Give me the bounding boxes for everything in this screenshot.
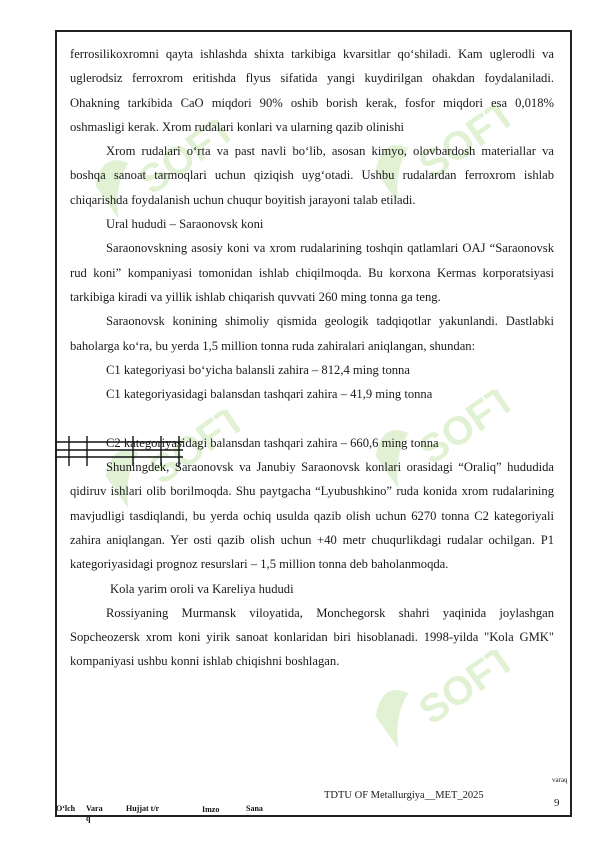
- paragraph: ferrosilikoxromni qayta ishlashda shixta tarkibiga kvarsitlar qo‘shiladi. Kam uglerodli va uglerodsiz ferroxrom eritishda flyus sifatida yangi kuydirilgan ohakdan foydalaniladi. Ohakning tarkibida CaO miqdori 90% oshib borish kerak, fosfor miqdori esa 0,018% oshmasligi kerak. Xrom rudalari konlari va ularning qazib olinishi: [70, 47, 554, 134]
- paragraph: Shuningdek, Saraonovsk va Janubiy Saraonovsk konlari orasidagi “Oraliq” hududida qidiruv ishlari olib borilmoqda. Shu paytgacha “Lyubushkino” ruda konida xrom rudalarining mavjudligi tasdiqlandi, bu yerda ochiq usulda qazib olish uchun 6270 tonna C2 kategoriyali zahira aniqlangan. Yer osti qazib olish uchun +40 metr chuqurlikdagi rudalar ochilgan. P1 kategoriyasidagi prognoz resurslari – 1,5 million tonna deb baholanmoqda.: [70, 460, 554, 572]
- watermark-text: SOFT: [411, 390, 510, 474]
- footer-col-olch: O‘lch: [56, 804, 76, 813]
- footer-col-hujjat: Hujjat t/r: [126, 804, 160, 813]
- watermark-text: SOFT: [141, 410, 240, 494]
- document-body: [70, 42, 554, 674]
- list-item: C2 kategoriyasidagi balansdan tashqari zahira – 660,6 ming tonna: [106, 435, 439, 450]
- paragraph: Xrom rudalari o‘rta va past navli bo‘lib, asosan kimyo, olovbardosh materiallar va boshqa sanoat tarmoqlari uchun qiziqish uyg‘otadi. Ushbu rudalardan ferroxrom ishlab chiqarishda foydalanish uchun chuqur boyitish jarayoni talab etiladi.: [70, 144, 554, 207]
- paragraph: Saraonovskning asosiy koni va xrom rudalarining toshqin qatlamlari OAJ “Saraonovsk rud koni” kompaniyasi tomonidan ishlab chiqilmoqda. Bu korxona Kermas korporatsiyasi tarkibiga kiradi va yillik ishlab chiqarish quvvati 260 ming tonna ga teng.: [70, 241, 554, 304]
- paragraph: Saraonovsk konining shimoliy qismida geologik tadqiqotlar yakunlandi. Dastlabki baholarga ko‘ra, bu yerda 1,5 million tonna ruda zahiralari aniqlangan, shundan:: [70, 314, 554, 353]
- watermark-text: SOFT: [131, 120, 230, 204]
- list-item: C1 kategoriyasidagi balansdan tashqari zahira – 41,9 ming tonna: [106, 387, 433, 402]
- paragraph: Rossiyaning Murmansk viloyatida, Monchegorsk shahri yaqinida joylashgan Sopcheozersk xrom koni yirik sanoat konlaridan biri hisoblanadi. 1998-yilda "Kola GMK" kompaniyasi ushbu konni ishlab chiqishni boshlagan.: [70, 605, 554, 669]
- footer-col-sana: Sana: [246, 804, 263, 813]
- document-code: TDTU OF Metallurgiya__MET_2025: [324, 790, 484, 801]
- blank-line: [70, 406, 554, 430]
- section-heading: Ural hududi – Saraonovsk koni: [106, 217, 264, 232]
- watermark-text: SOFT: [411, 650, 510, 734]
- list-item: C1 kategoriyasi bo‘yicha balansli zahira – 812,4 ming tonna: [106, 362, 410, 377]
- sheet-number: 9: [554, 797, 560, 809]
- section-heading: Kola yarim oroli va Kareliya hududi: [110, 581, 294, 596]
- footer-col-imzo: Imzo: [202, 805, 220, 814]
- sheet-label: varaq: [552, 776, 568, 784]
- watermark-text: SOFT: [411, 105, 510, 189]
- footer-col-varaq: Varaq: [86, 804, 103, 823]
